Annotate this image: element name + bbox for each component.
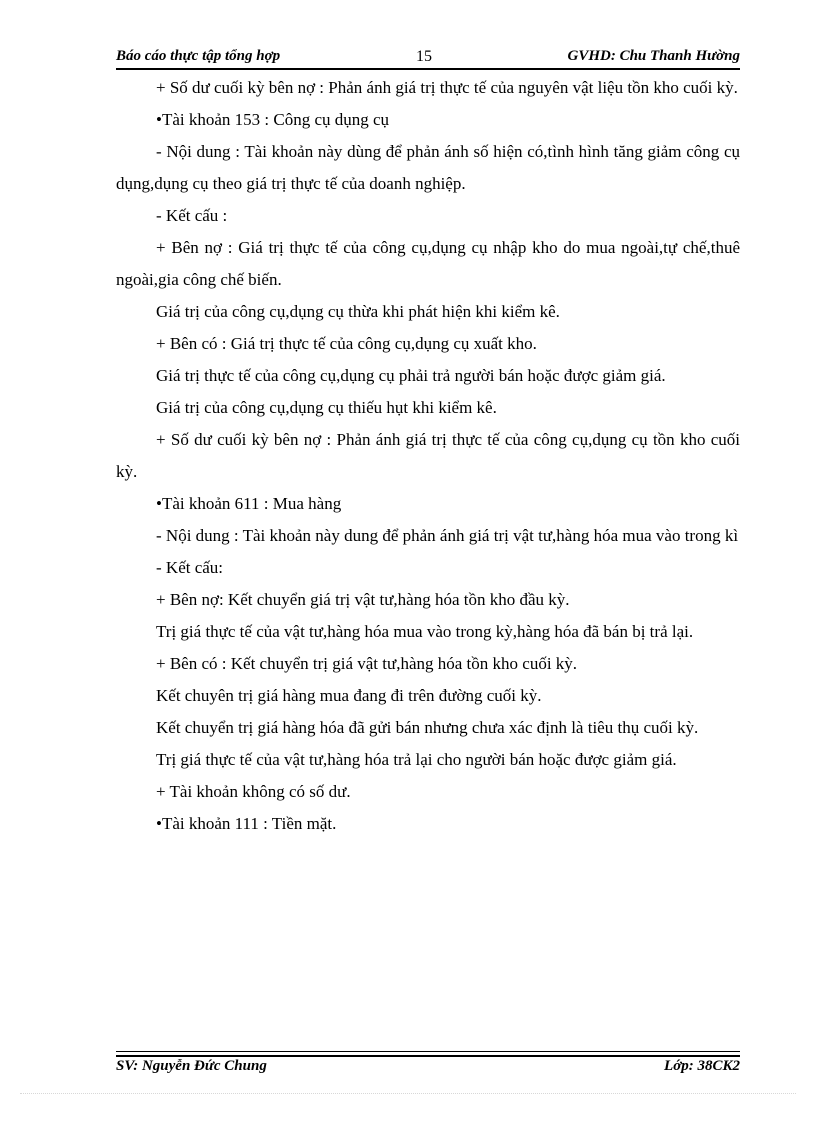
paragraph: + Số dư cuối kỳ bên nợ : Phản ánh giá trị thực tế của công cụ,dụng cụ tồn kho cuối kỳ. <box>116 430 740 481</box>
paragraph: Kết chuyên trị giá hàng mua đang đi trên đường cuối kỳ. <box>156 686 542 705</box>
paragraph: - Kết cấu: <box>156 558 224 577</box>
paragraph: + Số dư cuối kỳ bên nợ : Phản ánh giá trị thực tế của nguyên vật liệu tồn kho cuối kỳ. <box>156 78 738 97</box>
paragraph: + Bên nợ : Giá trị thực tế của công cụ,dụng cụ nhập kho do mua ngoài,tự chế,thuê ngoài,gia công chế biến. <box>116 238 740 289</box>
paragraph: Kết chuyển trị giá hàng hóa đã gửi bán nhưng chưa xác định là tiêu thụ cuối kỳ. <box>156 718 699 737</box>
footer-class: Lớp: 38CK2 <box>664 1058 740 1074</box>
page-number: 15 <box>416 48 432 65</box>
page-footer <box>116 1058 740 1080</box>
paragraph: - Nội dung : Tài khoản này dùng để phản ánh số hiện có,tình hình tăng giảm công cụ dụng,dụng cụ theo giá trị thực tế của doanh nghiệp. <box>116 142 740 193</box>
paragraph: Trị giá thực tế của vật tư,hàng hóa mua vào trong kỳ,hàng hóa đã bán bị trả lại. <box>156 622 694 641</box>
paragraph: - Kết cấu : <box>156 206 228 225</box>
footer-student: SV: Nguyễn Đức Chung <box>116 1058 267 1074</box>
footer-rule-thin <box>116 1051 740 1052</box>
header-supervisor: GVHD: Chu Thanh Hường <box>567 48 740 64</box>
paragraph: Giá trị thực tế của công cụ,dụng cụ phải trả người bán hoặc được giảm giá. <box>156 366 666 385</box>
paragraph: + Bên nợ: Kết chuyển giá trị vật tư,hàng hóa tồn kho đầu kỳ. <box>156 590 570 609</box>
paragraph: + Tài khoản không có số dư. <box>156 782 351 801</box>
paragraph: + Bên có : Giá trị thực tế của công cụ,dụng cụ xuất kho. <box>156 334 537 353</box>
footer-rule-thick <box>116 1055 740 1057</box>
document-body <box>116 72 740 840</box>
page-bottom-border <box>20 1093 796 1094</box>
section-heading-111: •Tài khoản 111 : Tiền mặt. <box>156 814 337 833</box>
header-report-title: Báo cáo thực tập tổng hợp <box>116 48 281 64</box>
section-heading-611: •Tài khoản 611 : Mua hàng <box>156 494 342 513</box>
paragraph: Giá trị của công cụ,dụng cụ thừa khi phát hiện khi kiểm kê. <box>156 302 560 321</box>
page-header <box>116 48 740 70</box>
section-heading-153: •Tài khoản 153 : Công cụ dụng cụ <box>156 110 390 129</box>
paragraph: Giá trị của công cụ,dụng cụ thiếu hụt khi kiểm kê. <box>156 398 497 417</box>
paragraph: - Nội dung : Tài khoản này dung để phản ánh giá trị vật tư,hàng hóa mua vào trong kì <box>156 526 739 545</box>
header-rule <box>116 68 740 70</box>
paragraph: Trị giá thực tế của vật tư,hàng hóa trả lại cho người bán hoặc được giảm giá. <box>156 750 677 769</box>
paragraph: + Bên có : Kết chuyển trị giá vật tư,hàng hóa tồn kho cuối kỳ. <box>156 654 578 673</box>
